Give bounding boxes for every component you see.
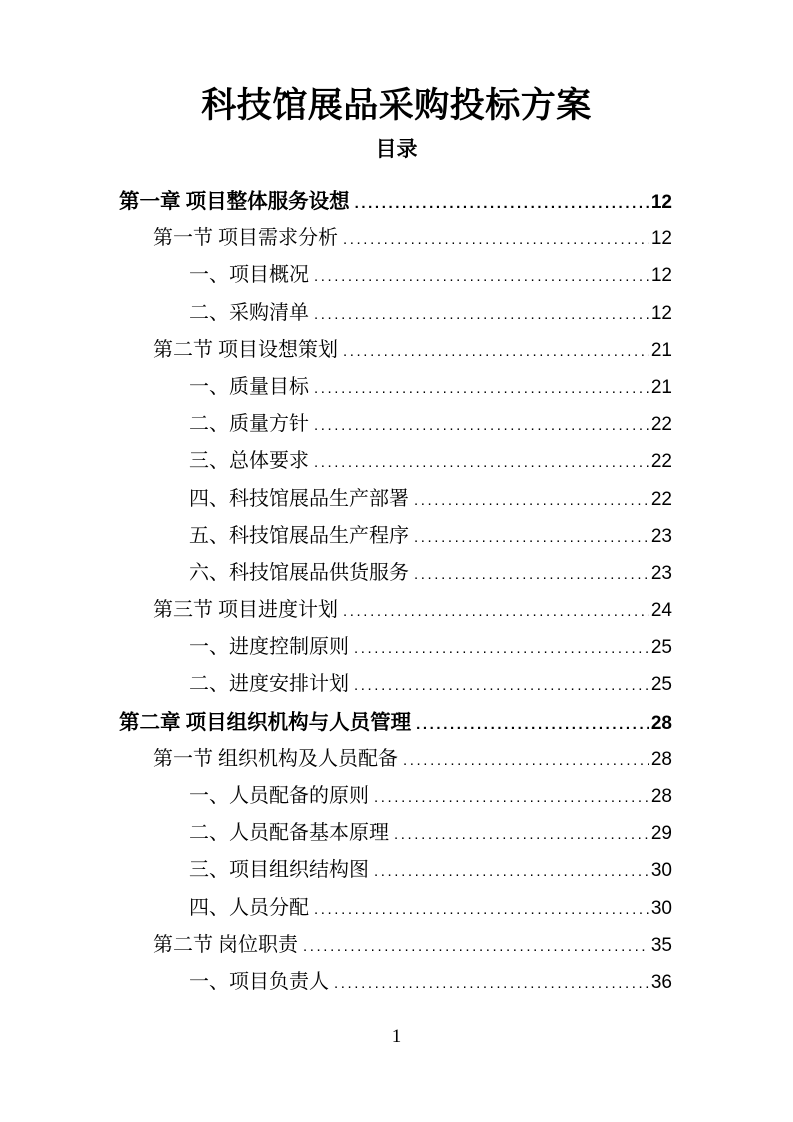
toc-entry-label: 一、进度控制原则 bbox=[189, 636, 349, 659]
toc-dotted-leader bbox=[355, 195, 649, 213]
toc-entry-page-number: 22 bbox=[650, 488, 672, 510]
toc-dotted-leader bbox=[374, 863, 649, 881]
toc-entry-page-number: 25 bbox=[650, 674, 672, 696]
toc-dotted-leader bbox=[394, 826, 649, 844]
toc-entry bbox=[119, 965, 672, 1002]
toc-dotted-leader bbox=[303, 938, 649, 956]
toc-dotted-leader bbox=[354, 640, 649, 658]
toc-entry-page-number: 28 bbox=[650, 786, 672, 807]
footer-page-number: 1 bbox=[391, 1026, 402, 1047]
toc-entry-page-number: 35 bbox=[650, 934, 672, 956]
toc-entry-label: 一、人员配备的原则 bbox=[189, 785, 369, 807]
toc-dotted-leader bbox=[343, 231, 649, 249]
toc-entry bbox=[119, 742, 672, 779]
toc-entry bbox=[119, 816, 672, 853]
toc-entry-page-number: 12 bbox=[650, 192, 672, 213]
toc-dotted-leader bbox=[374, 789, 649, 807]
toc-list bbox=[119, 184, 672, 1002]
toc-entry-label: 第一节 项目需求分析 bbox=[153, 227, 338, 250]
toc-entry bbox=[119, 482, 672, 519]
toc-entry bbox=[119, 928, 672, 965]
toc-entry-page-number: 23 bbox=[650, 562, 672, 584]
toc-entry-label: 二、进度安排计划 bbox=[189, 673, 349, 696]
toc-entry bbox=[119, 853, 672, 890]
toc-entry-label: 三、项目组织结构图 bbox=[189, 859, 369, 882]
toc-dotted-leader bbox=[414, 529, 649, 547]
toc-entry-label: 三、总体要求 bbox=[189, 450, 309, 473]
toc-entry bbox=[119, 444, 672, 481]
toc-entry-page-number: 21 bbox=[650, 376, 672, 398]
toc-dotted-leader bbox=[314, 268, 649, 286]
toc-entry bbox=[119, 556, 672, 593]
toc-dotted-leader bbox=[354, 677, 649, 695]
toc-entry-page-number: 36 bbox=[650, 971, 672, 993]
toc-entry-label: 第一章 项目整体服务设想 bbox=[119, 191, 350, 213]
toc-entry-page-number: 25 bbox=[650, 637, 672, 659]
toc-entry-label: 第一节 组织机构及人员配备 bbox=[153, 747, 398, 770]
toc-entry-label: 第三节 项目进度计划 bbox=[153, 599, 338, 622]
toc-dotted-leader bbox=[414, 492, 649, 510]
toc-heading: 目录 bbox=[375, 137, 418, 161]
toc-entry bbox=[119, 184, 672, 221]
toc-entry-label: 五、科技馆展品生产程序 bbox=[189, 524, 409, 547]
toc-entry bbox=[119, 593, 672, 630]
toc-entry-label: 第二章 项目组织机构与人员管理 bbox=[119, 711, 412, 734]
toc-dotted-leader bbox=[343, 603, 649, 621]
toc-entry bbox=[119, 519, 672, 556]
toc-entry-page-number: 28 bbox=[650, 712, 672, 734]
toc-dotted-leader bbox=[314, 306, 649, 324]
toc-entry-page-number: 22 bbox=[650, 451, 672, 473]
toc-entry-label: 二、采购清单 bbox=[189, 301, 309, 324]
toc-entry-label: 一、质量目标 bbox=[189, 375, 309, 398]
toc-dotted-leader bbox=[414, 566, 649, 584]
document-title: 科技馆展品采购投标方案 bbox=[201, 86, 592, 125]
toc-entry-label: 第二节 岗位职责 bbox=[153, 933, 298, 956]
toc-dotted-leader bbox=[314, 380, 649, 398]
toc-dotted-leader bbox=[334, 975, 649, 993]
toc-dotted-leader bbox=[403, 752, 649, 770]
toc-entry bbox=[119, 221, 672, 258]
toc-entry-page-number: 12 bbox=[650, 302, 672, 324]
toc-entry-label: 一、项目负责人 bbox=[189, 970, 329, 993]
toc-entry-label: 第二节 项目设想策划 bbox=[153, 338, 338, 361]
toc-entry-label: 六、科技馆展品供货服务 bbox=[189, 561, 409, 584]
toc-entry-page-number: 21 bbox=[650, 339, 672, 361]
toc-entry-page-number: 22 bbox=[650, 414, 672, 436]
toc-dotted-leader bbox=[314, 454, 649, 472]
toc-entry-page-number: 23 bbox=[650, 525, 672, 547]
toc-entry-page-number: 24 bbox=[650, 600, 672, 622]
toc-entry bbox=[119, 667, 672, 704]
toc-entry-page-number: 28 bbox=[650, 748, 672, 770]
toc-entry bbox=[119, 779, 672, 816]
toc-entry bbox=[119, 296, 672, 333]
toc-entry-page-number: 12 bbox=[650, 228, 672, 250]
toc-entry bbox=[119, 333, 672, 370]
toc-entry-label: 二、质量方针 bbox=[189, 413, 309, 436]
toc-dotted-leader bbox=[314, 417, 649, 435]
toc-entry-label: 四、人员分配 bbox=[189, 896, 309, 919]
toc-entry-label: 一、项目概况 bbox=[189, 264, 309, 287]
toc-entry bbox=[119, 258, 672, 295]
toc-dotted-leader bbox=[416, 716, 649, 734]
toc-entry-page-number: 30 bbox=[650, 860, 672, 882]
toc-entry-label: 四、科技馆展品生产部署 bbox=[189, 487, 409, 510]
toc-entry bbox=[119, 370, 672, 407]
toc-dotted-leader bbox=[314, 901, 649, 919]
toc-entry bbox=[119, 705, 672, 742]
toc-entry-page-number: 12 bbox=[650, 265, 672, 287]
toc-entry-label: 二、人员配备基本原理 bbox=[189, 822, 389, 845]
toc-entry-page-number: 30 bbox=[650, 897, 672, 919]
toc-entry bbox=[119, 407, 672, 444]
toc-entry bbox=[119, 630, 672, 667]
toc-entry bbox=[119, 891, 672, 928]
toc-entry-page-number: 29 bbox=[650, 823, 672, 845]
toc-dotted-leader bbox=[343, 343, 649, 361]
